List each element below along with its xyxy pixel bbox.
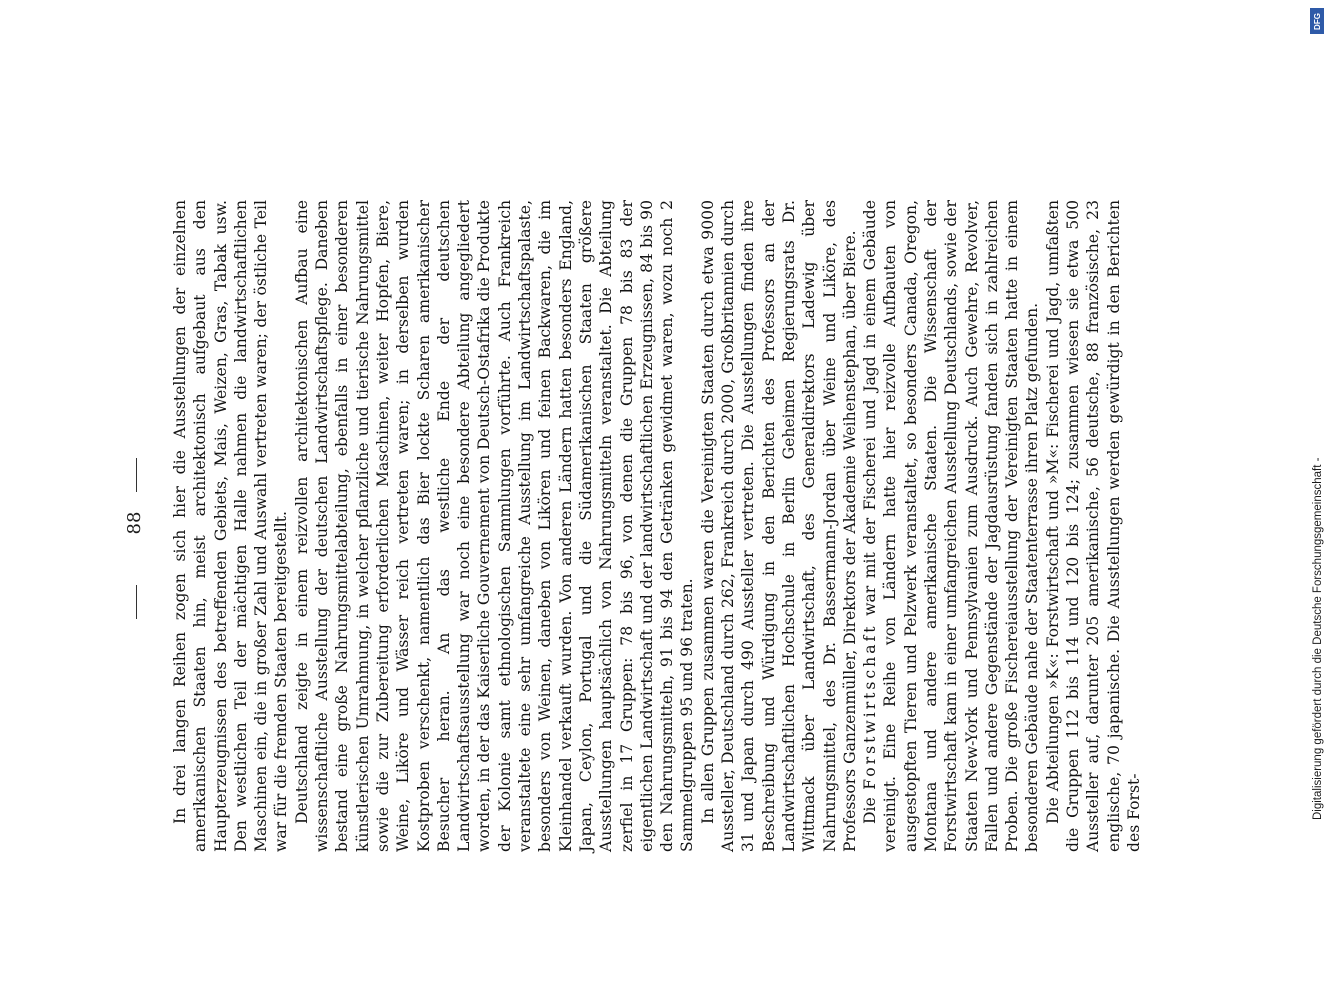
dfg-logo-text: DFG bbox=[1312, 12, 1322, 30]
page-number-dash-top bbox=[136, 458, 137, 492]
paragraph-departments-k-m: Die Abteilungen »K«: Forstwirtschaft und »M«: Fischerei und Jagd, umfaßten die Gruppen 112 bis 114 und 120 bis 124; zusammen wiesen sie etwa 500 Aussteller auf, darunter 205 amerikanische, 56 deutsche, 88 französische, 23 englische, 70 japanische. Die Ausstellungen werden gewürdigt in den Berichten des Forst- bbox=[1043, 200, 1143, 852]
page-number-dash-bottom bbox=[136, 585, 137, 619]
paragraph-exhibition-rows: In drei langen Reihen zogen sich hier die Ausstellungen der einzelnen amerikanischen Staaten hin, meist architektonisch aufgebaut aus den Haupterzeugnissen des betreffenden Gebiets, Mais, Weizen, Gras, Tabak usw. Den westlichen Teil der mächtigen Halle nahmen die landwirtschaftlichen Maschinen ein, die in großer Zahl und Auswahl vertreten waren; der östliche Teil war für die fremden Staaten bereitgestellt. bbox=[171, 200, 291, 852]
forestry-text: war mit der Fischerei und Jagd in einem Gebäude vereinigt. Eine Reihe von Ländern hatte hier reizvolle Aufbauten von ausgestopften Tieren und Pelzwerk veranstaltet, so besonders Canada, Oregon, Montana und andere amerikanische Staaten. Die Wissenschaft der Forstwirtschaft kam in einer umfangreichen Ausstellung Deutschlands, sowie der Staaten New-York und Pennsylvanien zum Ausdruck. Auch Gewehre, Revolver, Fallen und andere Gegenstände der Jagdausrüstung fanden sich in zahlreichen Proben. Die große Fischereiausstellung der Vereinigten Staaten hatte in einem besonderen Gebäude nahe der Staatenterrasse ihren Platz gefunden. bbox=[861, 200, 1042, 852]
paragraph-forestry bbox=[860, 200, 1043, 852]
digitization-credit: Digitalisierung gefördert durch die Deutsche Forschungsgemeinschaft - bbox=[1312, 457, 1324, 820]
forestry-intro: Die bbox=[861, 789, 880, 824]
paragraph-exhibitor-counts: In allen Gruppen zusammen waren die Vereinigten Staaten durch etwa 9000 Aussteller, Deutschland durch 262, Frankreich durch 2000, Großbritannien durch 31 und Japan durch 490 Aussteller vertreten. Die Ausstellungen finden ihre Beschreibung und Würdigung in den Berichten des Professors an der Landwirtschaftlichen Hochschule in Berlin Geheimen Regierungsrats Dr. Wittmack über Landwirtschaft, des Generaldirektors Ladewig über Nahrungsmittel, des Dr. Bassermann-Jordan über Weine und Liköre, des Professors Ganzenmüller, Direktors der Akademie Weihenstephan, über Biere. bbox=[698, 200, 859, 852]
page-number: 88 bbox=[124, 511, 145, 535]
page-body bbox=[170, 200, 1210, 852]
forestry-term: Forstwirtschaft bbox=[861, 623, 880, 790]
paragraph-germany-agriculture: Deutschland zeigte in einem reizvollen architektonischen Aufbau eine wissenschaftliche Ausstellung der deutschen Landwirtschaftspflege. Daneben bestand eine große Nahrungsmittelabteilung, ebenfalls in einer besonderen künstlerischen Umrahmung, in welcher pflanzliche und tierische Nahrungsmittel sowie die zur Zubereitung erforderlichen Maschinen, weiter Hopfen, Biere, Weine, Liköre und Wässer reich vertreten waren; in derselben wurden Kostproben verschenkt, namentlich das Bier lockte Scharen amerikanischer Besucher heran. An das westliche Ende der deutschen Landwirtschaftsausstellung war noch eine besondere Abteilung angegliedert worden, in der das Kaiserliche Gouvernement von Deutsch-Ostafrika die Produkte der Kolonie samt ethnologischen Sammlungen vorführte. Auch Frankreich veranstaltete eine sehr umfangreiche Ausstellung im Landwirtschaftspalaste, besonders von Weinen, daneben von Likören und feinen Backwaren, die im Kleinhandel verkauft wurden. Von anderen Ländern hatten besonders England, Japan, Ceylon, Portugal und die Südamerikanischen Staaten größere Ausstellungen hauptsächlich von Nahrungsmitteln veranstaltet. Die Abteilung zerfiel in 17 Gruppen: 78 bis 96, von denen die Gruppen 78 bis 83 der eigentlichen Landwirtschaft und der landwirtschaftlichen Erzeugnissen, 84 bis 90 den Nahrungsmitteln, 91 bis 94 den Getränken gewidmet waren, wozu noch 2 Sammelgruppen 95 und 96 traten. bbox=[292, 200, 697, 852]
dfg-logo bbox=[1310, 8, 1324, 34]
